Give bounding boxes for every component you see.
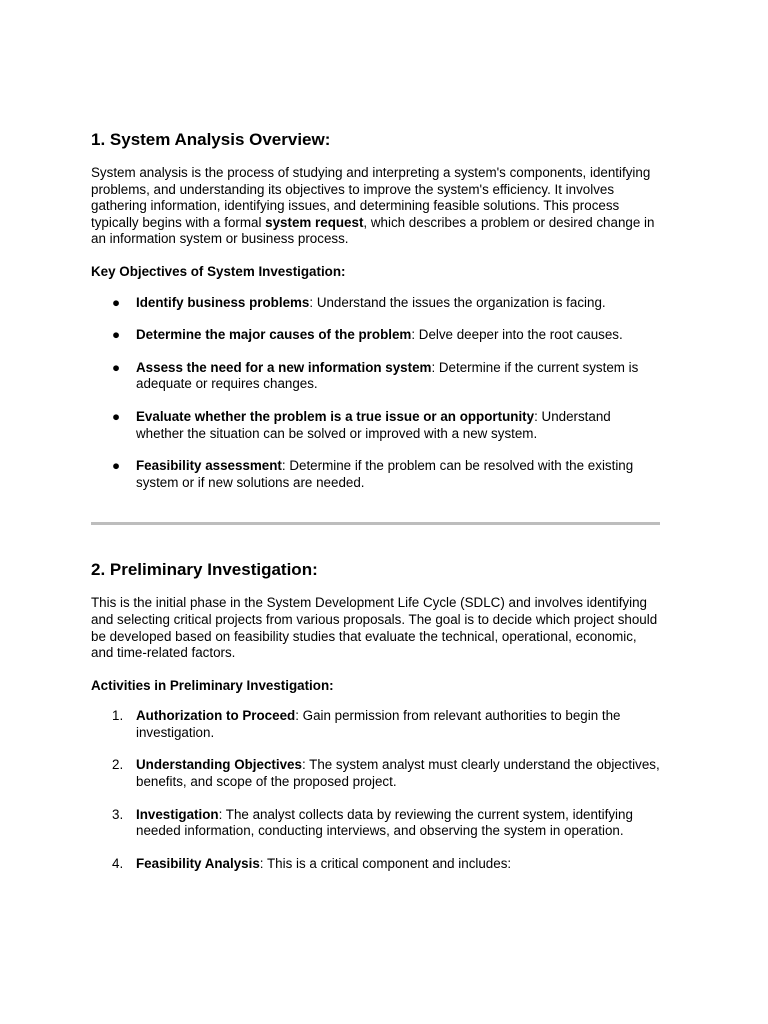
list-item: 1. Authorization to Proceed: Gain permission from relevant authorities to begin the investigation. [112, 708, 621, 740]
list-item: 3. Investigation: The analyst collects data by reviewing the current system, identifying needed information, conducting interviews, and observing the system in operation. [112, 806, 633, 839]
section-2-paragraph: This is the initial phase in the System Development Life Cycle (SDLC) and involves identifying and selecting critical projects from various proposals. The goal is to decide which project should be developed based on feasibility studies that evaluate the technical, operational, economic, and time-related factors. [91, 595, 658, 661]
section-1-paragraph: System analysis is the process of studying and interpreting a system's components, identifying problems, and understanding its objectives to improve the system's efficiency. It involves gathering information, identifying issues, and determining feasible solutions. This process typically begins with a formal system request, which describes a problem or desired change in an information system or business process. [91, 165, 655, 247]
list-item: ● Identify business problems: Understand the issues the organization is facing. [112, 294, 606, 310]
bullet-icon: ● [112, 408, 121, 424]
bullet-icon: ● [112, 294, 121, 310]
list-item: ● Feasibility assessment: Determine if the problem can be resolved with the existing system or if new solutions are needed. [112, 458, 634, 490]
section-2-heading: 2. Preliminary Investigation: [91, 560, 318, 580]
list-number: 4. [112, 855, 124, 871]
list-number: 3. [112, 806, 124, 822]
list-item: 2. Understanding Objectives: The system analyst must clearly understand the objectives, benefits, and scope of the proposed project. [112, 757, 660, 790]
list-item: ● Evaluate whether the problem is a true issue or an opportunity: Understand whether the situation can be solved or improved with a new system. [112, 408, 611, 441]
list-item: ● Determine the major causes of the problem: Delve deeper into the root causes. [112, 327, 623, 343]
bullet-icon: ● [112, 458, 121, 474]
list-number: 1. [112, 708, 124, 724]
section-2-subheading: Activities in Preliminary Investigation: [91, 677, 334, 693]
list-item: 4. Feasibility Analysis: This is a critical component and includes: [112, 855, 512, 871]
list-number: 2. [112, 757, 124, 773]
bullet-icon: ● [112, 327, 121, 343]
list-item: ● Assess the need for a new information system: Determine if the current system is adequate or requires changes. [112, 359, 639, 392]
objectives-list [91, 295, 660, 492]
section-1-heading: 1. System Analysis Overview: [91, 130, 331, 149]
bullet-icon: ● [112, 359, 121, 375]
activities-list [91, 708, 660, 872]
section-1-subheading: Key Objectives of System Investigation: [91, 263, 346, 279]
